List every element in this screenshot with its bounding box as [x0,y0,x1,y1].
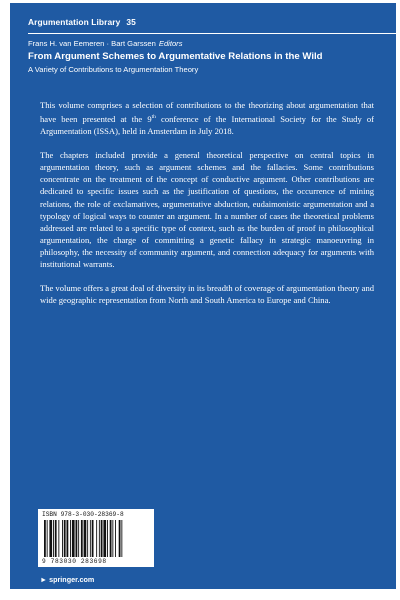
publisher-url: springer.com [49,575,95,584]
series-line [28,17,136,27]
blurb-paragraph-1: This volume comprises a selection of contributions to the theorizing about argumentation that have been presented at the 9th conference of the International Society for the Study of Argumentation (ISSA), held in Amsterdam in July 2018. [40,100,374,137]
barcode-digits: 9 783030 283698 [42,558,107,565]
book-subtitle: A Variety of Contributions to Argumentation Theory [28,65,199,74]
series-name: Argumentation Library [28,17,121,27]
series-number: 35 [126,17,136,27]
barcode-bars [42,520,150,557]
editor-names: Frans H. van Eemeren · Bart Garssen [28,39,156,48]
editors-line [28,39,183,48]
publisher-link[interactable] [40,575,94,584]
blurb-paragraph-2: The chapters included provide a general theoretical perspective on central topics in argumentation theory, such as argument schemes and the fallacies. Some contributions concentrate on the treatment of the concept of conductive argument. Other contributions are dedicated to specific issues such as the justification of questions, the occurrence of mining relations, the role of exclamatives, argumentative abduction, eudaimonistic argumentation and a typology of logical ways to counter an argument. In a number of cases the theoretical problems addressed are related to a specific type of context, such as the burden of proof in philosophical argumentation, the charge of committing a genetic fallacy in strategic manoeuvring in philosophy, the necessity of community argument, and connection adequacy for arguments with institutional warrants. [40,150,374,269]
blurb-paragraph-3: The volume offers a great deal of diversity in its breadth of coverage of argumentation theory and wide geographic representation from North and South America to Europe and China. [40,283,374,306]
isbn-label: ISBN 978-3-030-28369-8 [42,511,124,518]
arrow-icon: ► [40,575,48,584]
book-title: From Argument Schemes to Argumentative Relations in the Wild [28,51,323,62]
editors-role: Editors [158,39,183,48]
ordinal-suffix: th [151,114,156,121]
back-cover [10,3,396,589]
header-rule [28,33,396,34]
isbn-barcode [38,509,154,567]
blurb [40,99,374,318]
